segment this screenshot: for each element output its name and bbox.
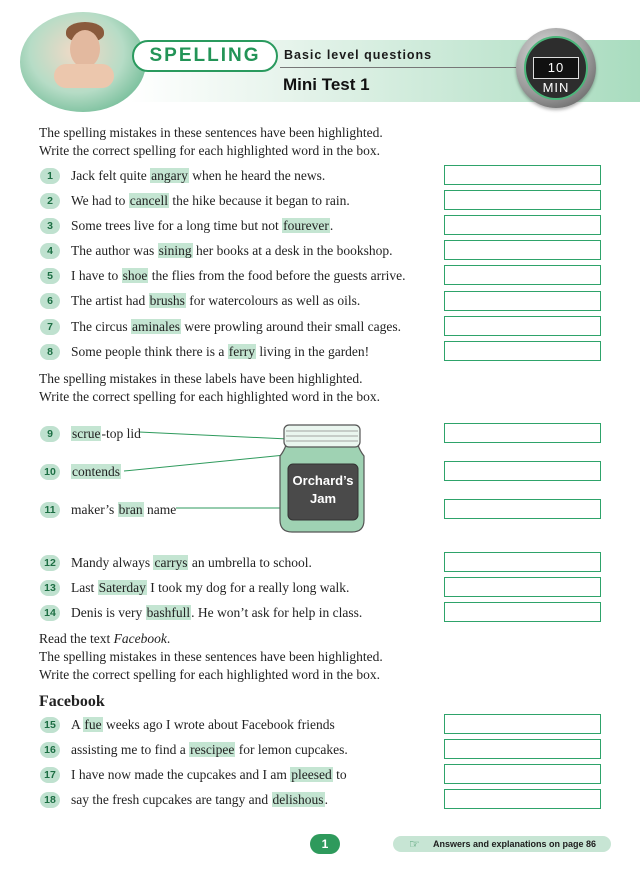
leader-line (124, 455, 285, 471)
highlighted-word: bran (118, 502, 143, 517)
header-subtitle: Basic level questions (284, 48, 433, 62)
highlighted-word: delishous (272, 792, 324, 807)
question-text: assisting me to find a rescipee for lemon cupcakes. (71, 742, 348, 757)
question-text: scrue-top lid (72, 426, 141, 441)
highlighted-word: angary (151, 168, 188, 183)
instruction-line: The spelling mistakes in these labels have been highlighted. (39, 371, 363, 386)
question-number: 11 (40, 502, 60, 518)
question-text: I have to shoe the flies from the food before the guests arrive. (71, 268, 406, 283)
highlighted-word: ferry (228, 344, 255, 359)
question-number: 14 (40, 605, 60, 621)
answer-box-12[interactable] (444, 552, 601, 572)
highlighted-word: carrys (154, 555, 188, 570)
question-number: 6 (40, 293, 60, 309)
highlighted-word: contends (72, 464, 120, 479)
question-text: A fue weeks ago I wrote about Facebook friends (71, 717, 335, 732)
timer-display: 10 MIN (533, 57, 579, 79)
section-title: SPELLING (149, 45, 261, 66)
question-text: The artist had brushs for watercolours as well as oils. (71, 293, 361, 308)
highlighted-word: shoe (122, 268, 148, 283)
pointing-hand-icon: ☞ (409, 837, 420, 851)
highlighted-word: bashfull (146, 605, 191, 620)
highlighted-word: fourever (283, 218, 329, 233)
highlighted-word: pleesed (291, 767, 332, 782)
highlighted-word: Saterday (98, 580, 146, 595)
jar-label-line2: Jam (309, 491, 337, 506)
instruction-line: The spelling mistakes in these sentences have been highlighted. (39, 649, 383, 664)
question-number: 13 (40, 580, 60, 596)
question-text: Last Saterday I took my dog for a really long walk. (71, 580, 350, 595)
answer-box-13[interactable] (444, 577, 601, 597)
highlighted-word: cancell (129, 193, 169, 208)
question-number: 4 (40, 243, 60, 259)
highlighted-word: aminales (131, 319, 180, 334)
question-number: 17 (40, 767, 60, 783)
answer-box-10[interactable] (444, 461, 601, 481)
question-number: 3 (40, 218, 60, 234)
question-number: 12 (40, 555, 60, 571)
highlighted-word: brushs (149, 293, 185, 308)
question-number: 16 (40, 742, 60, 758)
leader-line (139, 432, 288, 439)
question-text: Mandy always carrys an umbrella to school. (71, 555, 312, 570)
highlighted-word: fue (84, 717, 102, 732)
answer-box-9[interactable] (444, 423, 601, 443)
facebook-heading: Facebook (39, 693, 105, 710)
question-text: Some people think there is a ferry living in the garden! (71, 344, 370, 359)
instruction-line: Write the correct spelling for each highlighted word in the box. (39, 389, 380, 404)
instruction-line: Read the text Facebook. (39, 631, 171, 646)
question-text: Denis is very bashfull. He won’t ask for help in class. (71, 605, 363, 620)
question-text: Some trees live for a long time but not fourever. (71, 218, 334, 233)
question-text (71, 463, 121, 481)
question-number: 7 (40, 319, 60, 335)
answer-box-14[interactable] (444, 602, 601, 622)
question-number: 5 (40, 268, 60, 284)
highlighted-word: scrue (72, 426, 101, 441)
answer-box-16[interactable] (444, 739, 601, 759)
question-number: 9 (40, 426, 60, 442)
instruction-line: Write the correct spelling for each highlighted word in the box. (39, 667, 380, 682)
question-text: say the fresh cupcakes are tangy and delishous. (71, 792, 328, 807)
answers-reference (393, 836, 611, 852)
question-text: The circus aminales were prowling around their small cages. (71, 319, 402, 334)
question-text: maker’s bran name (71, 502, 177, 517)
question-number: 1 (40, 168, 60, 184)
answer-box-11[interactable] (444, 499, 601, 519)
question-text: I have now made the cupcakes and I am pleesed to (71, 767, 347, 782)
answer-box-17[interactable] (444, 764, 601, 784)
highlighted-word: rescipee (190, 742, 235, 757)
question-number: 10 (40, 464, 60, 480)
jar-label-line1: Orchard’s (292, 473, 354, 488)
answer-box-18[interactable] (444, 789, 601, 809)
question-text: Jack felt quite angary when he heard the news. (71, 168, 326, 183)
text-title: Facebook (113, 631, 167, 646)
page-number: 1 (310, 834, 340, 854)
highlighted-word: sining (158, 243, 192, 258)
page-title: Mini Test 1 (283, 75, 370, 94)
instruction-line: Write the correct spelling for each highlighted word in the box. (39, 143, 380, 158)
answers-label: Answers and explanations on page 86 (433, 839, 597, 849)
question-number: 2 (40, 193, 60, 209)
question-number: 18 (40, 792, 60, 808)
question-number: 15 (40, 717, 60, 733)
answer-box-15[interactable] (444, 714, 601, 734)
question-number: 8 (40, 344, 60, 360)
question-text: The author was sining her books at a desk in the bookshop. (71, 243, 393, 258)
question-text: We had to cancell the hike because it began to rain. (71, 193, 350, 208)
instruction-line: The spelling mistakes in these sentences have been highlighted. (39, 125, 383, 140)
